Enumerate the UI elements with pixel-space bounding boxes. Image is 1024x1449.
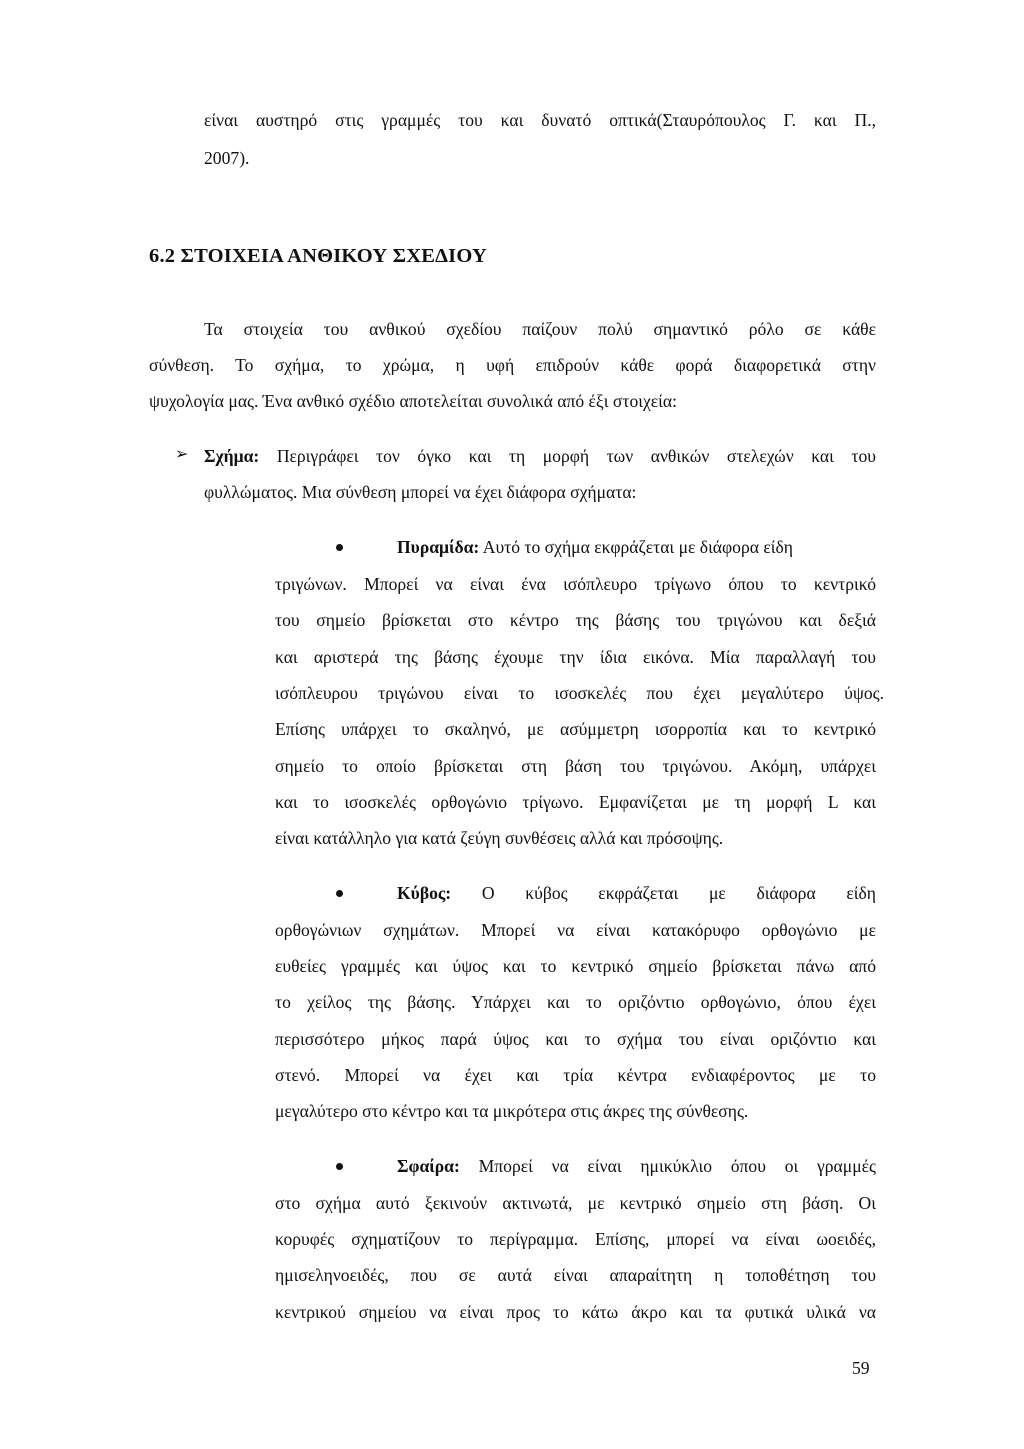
pyramid-line: τριγώνων. Μπορεί να είναι ένα ισόπλευρο τρίγωνο όπου το κεντρικό xyxy=(275,574,876,594)
cube-first-line xyxy=(397,881,876,905)
intro-line-2: 2007). xyxy=(204,148,250,168)
sphere-line: στο σχήμα αυτό ξεκινούν ακτινωτά, με κεντρικό σημείο στη βάση. Οι xyxy=(275,1193,876,1213)
shape-term: Σχήμα: xyxy=(204,446,260,466)
arrow-bullet-icon: ➢ xyxy=(175,446,189,463)
sphere-line: κεντρικού σημείου να είναι προς το κάτω άκρο και τα φυτικά υλικά να xyxy=(275,1302,876,1322)
pyramid-line: του σημείο βρίσκεται στο κέντρο της βάσης του τριγώνου και δεξιά xyxy=(275,610,876,630)
sphere-term: Σφαίρα: xyxy=(397,1156,460,1176)
sphere-bullet-icon xyxy=(336,1163,343,1170)
pyramid-line: σημείο το οποίο βρίσκεται στη βάση του τριγώνου. Ακόμη, υπάρχει xyxy=(275,756,876,776)
pyramid-bullet-icon xyxy=(336,544,343,551)
cube-line: περισσότερο μήκος παρά ύψος και το σχήμα του είναι οριζόντιο και xyxy=(275,1029,876,1049)
cube-bullet-icon xyxy=(336,890,343,897)
sphere-first-line xyxy=(397,1154,876,1178)
sphere-line: ημισεληνοειδές, που σε αυτά είναι απαραίτητη η τοποθέτηση του xyxy=(275,1265,876,1285)
page-number: 59 xyxy=(852,1358,870,1378)
cube-line: το χείλος της βάσης. Υπάρχει και το οριζόντιο ορθογώνιο, όπου έχει xyxy=(275,992,876,1012)
cube-line: μεγαλύτερο στο κέντρο και τα μικρότερα στις άκρες της σύνθεσης. xyxy=(275,1101,749,1121)
section-para-line-2: σύνθεση. Το σχήμα, το χρώμα, η υφή επιδρούν κάθε φορά διαφορετικά στην xyxy=(149,355,876,375)
cube-line: ορθογώνιων σχημάτων. Μπορεί να είναι κατακόρυφο ορθογώνιο με xyxy=(275,920,876,940)
pyramid-line: Επίσης υπάρχει το σκαληνό, με ασύμμετρη ισορροπία και το κεντρικό xyxy=(275,719,876,739)
cube-desc: Ο κύβος εκφράζεται με διάφορα είδη xyxy=(481,883,876,903)
shape-item-line-1 xyxy=(204,444,876,468)
section-heading: 6.2 ΣΤΟΙΧΕΙΑ ΑΝΘΙΚΟΥ ΣΧΕΔΙΟΥ xyxy=(149,245,487,267)
section-para-line-1: Τα στοιχεία του ανθικού σχεδίου παίζουν πολύ σημαντικό ρόλο σε κάθε xyxy=(204,319,876,339)
sphere-desc: Μπορεί να είναι ημικύκλιο όπου οι γραμμές xyxy=(478,1156,876,1176)
cube-line: στενό. Μπορεί να έχει και τρία κέντρα ενδιαφέροντος με το xyxy=(275,1065,876,1085)
pyramid-line: είναι κατάλληλο για κατά ζεύγη συνθέσεις αλλά και πρόσοψης. xyxy=(275,828,724,848)
intro-line-1: είναι αυστηρό στις γραμμές του και δυνατό οπτικά(Σταυρόπουλος Γ. και Π., xyxy=(204,110,876,130)
cube-term: Κύβος: xyxy=(397,883,452,903)
pyramid-first-line xyxy=(397,535,793,559)
shape-desc: Περιγράφει τον όγκο και τη μορφή των ανθικών στελεχών και του xyxy=(276,446,876,466)
pyramid-line: και αριστερά της βάσης έχουμε την ίδια εικόνα. Μία παραλλαγή του xyxy=(275,647,876,667)
pyramid-desc: Αυτό το σχήμα εκφράζεται με διάφορα είδη xyxy=(482,537,793,557)
sphere-line: κορυφές σχηματίζουν το περίγραμμα. Επίσης, μπορεί να είναι ωοειδές, xyxy=(275,1229,876,1249)
shape-item-line-2: φυλλώματος. Μια σύνθεση μπορεί να έχει διάφορα σχήματα: xyxy=(204,482,637,502)
pyramid-term: Πυραμίδα: xyxy=(397,537,480,557)
cube-line: ευθείες γραμμές και ύψος και το κεντρικό σημείο βρίσκεται πάνω από xyxy=(275,956,876,976)
pyramid-line: ισόπλευρου τριγώνου είναι το ισοσκελές που έχει μεγαλύτερο ύψος. xyxy=(275,683,884,703)
section-para-line-3: ψυχολογία μας. Ένα ανθικό σχέδιο αποτελείται συνολικά από έξι στοιχεία: xyxy=(149,391,678,411)
pyramid-line: και το ισοσκελές ορθογώνιο τρίγωνο. Εμφανίζεται με τη μορφή L και xyxy=(275,792,876,812)
